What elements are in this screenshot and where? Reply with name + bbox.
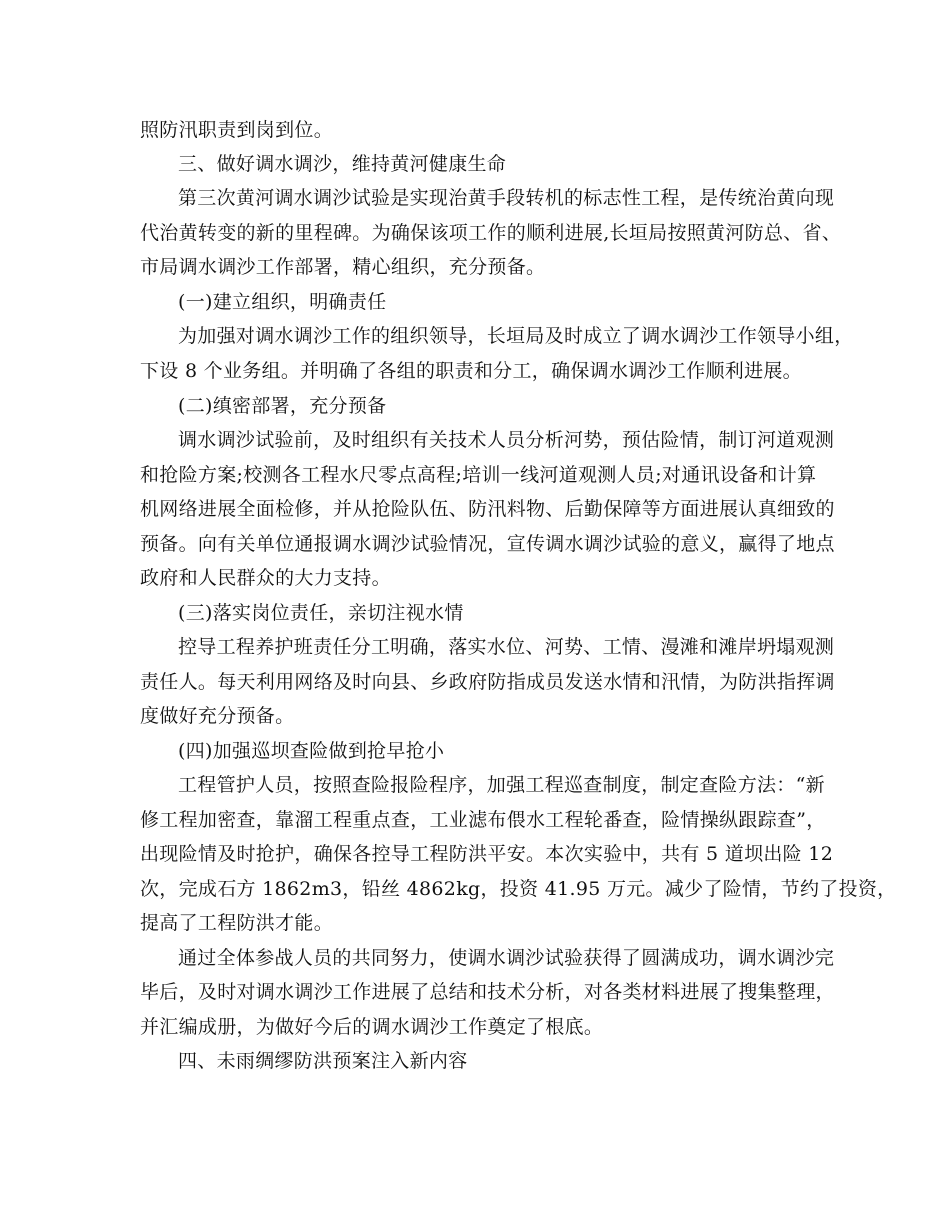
text-line: 并汇编成册，为做好今后的调水调沙工作奠定了根底。: [140, 1016, 604, 1038]
text-line: 通过全体参战人员的共同努力，使调水调沙试验获得了圆满成功，调水调沙完: [178, 947, 835, 969]
text-line: 工程管护人员，按照查险报险程序，加强工程巡查制度，制定查险方法：“新: [178, 774, 825, 796]
text-line: 下设 8 个业务组。并明确了各组的职责和分工，确保调水调沙工作顺利进展。: [140, 360, 802, 382]
text-line: 为加强对调水调沙工作的组织领导，长垣局及时成立了调水调沙工作领导小组，: [178, 325, 854, 347]
text-line: 毕后，及时对调水调沙工作进展了总结和技术分析，对各类材料进展了搜集整理，: [140, 981, 835, 1003]
subsection-heading: (四)加强巡坝查险做到抢早抢小: [178, 740, 445, 762]
text-line: 提高了工程防洪才能。: [140, 912, 334, 934]
text-line: 照防汛职责到岗到位。: [140, 119, 334, 141]
text-line: 修工程加密查，靠溜工程重点查，工业滤布偎水工程轮番查，险情操纵跟踪查”，: [140, 809, 826, 831]
text-line: 责任人。每天利用网络及时向县、乡政府防指成员发送水情和汛情，为防洪指挥调: [140, 671, 835, 693]
text-line: 预备。向有关单位通报调水调沙试验情况，宣传调水调沙试验的意义，赢得了地点: [140, 533, 835, 555]
section-heading: 四、未雨绸缪防洪预案注入新内容: [178, 1050, 468, 1072]
text-line: 调水调沙试验前，及时组织有关技术人员分析河势，预估险情，制订河道观测: [178, 429, 835, 451]
subsection-heading: (一)建立组织，明确责任: [178, 291, 387, 313]
text-line: 机网络进展全面检修，并从抢险队伍、防汛料物、后勤保障等方面进展认真细致的: [140, 498, 835, 520]
text-line: 第三次黄河调水调沙试验是实现治黄手段转机的标志性工程，是传统治黄向现: [178, 187, 835, 209]
subsection-heading: (二)缜密部署，充分预备: [178, 395, 387, 417]
subsection-heading: (三)落实岗位责任，亲切注视水情: [178, 602, 464, 624]
text-line: 市局调水调沙工作部署，精心组织，充分预备。: [140, 256, 546, 278]
text-line: 出现险情及时抢护，确保各控导工程防洪平安。本次实验中，共有 5 道坝出险 12: [140, 843, 834, 865]
text-line: 控导工程养护班责任分工明确，落实水位、河势、工情、漫滩和滩岸坍塌观测: [178, 636, 835, 658]
text-line: 和抢险方案;校测各工程水尺零点高程;培训一线河道观测人员;对通讯设备和计算: [140, 464, 817, 486]
section-heading: 三、做好调水调沙，维持黄河健康生命: [178, 153, 507, 175]
text-line: 度做好充分预备。: [140, 705, 295, 727]
text-line: 次，完成石方 1862m3，铅丝 4862kg，投资 41.95 万元。减少了险情，节约了投资，: [140, 878, 897, 900]
text-line: 代治黄转变的新的里程碑。为确保该项工作的顺利进展,长垣局按照黄河防总、省、: [140, 222, 842, 244]
text-line: 政府和人民群众的大力支持。: [140, 567, 391, 589]
